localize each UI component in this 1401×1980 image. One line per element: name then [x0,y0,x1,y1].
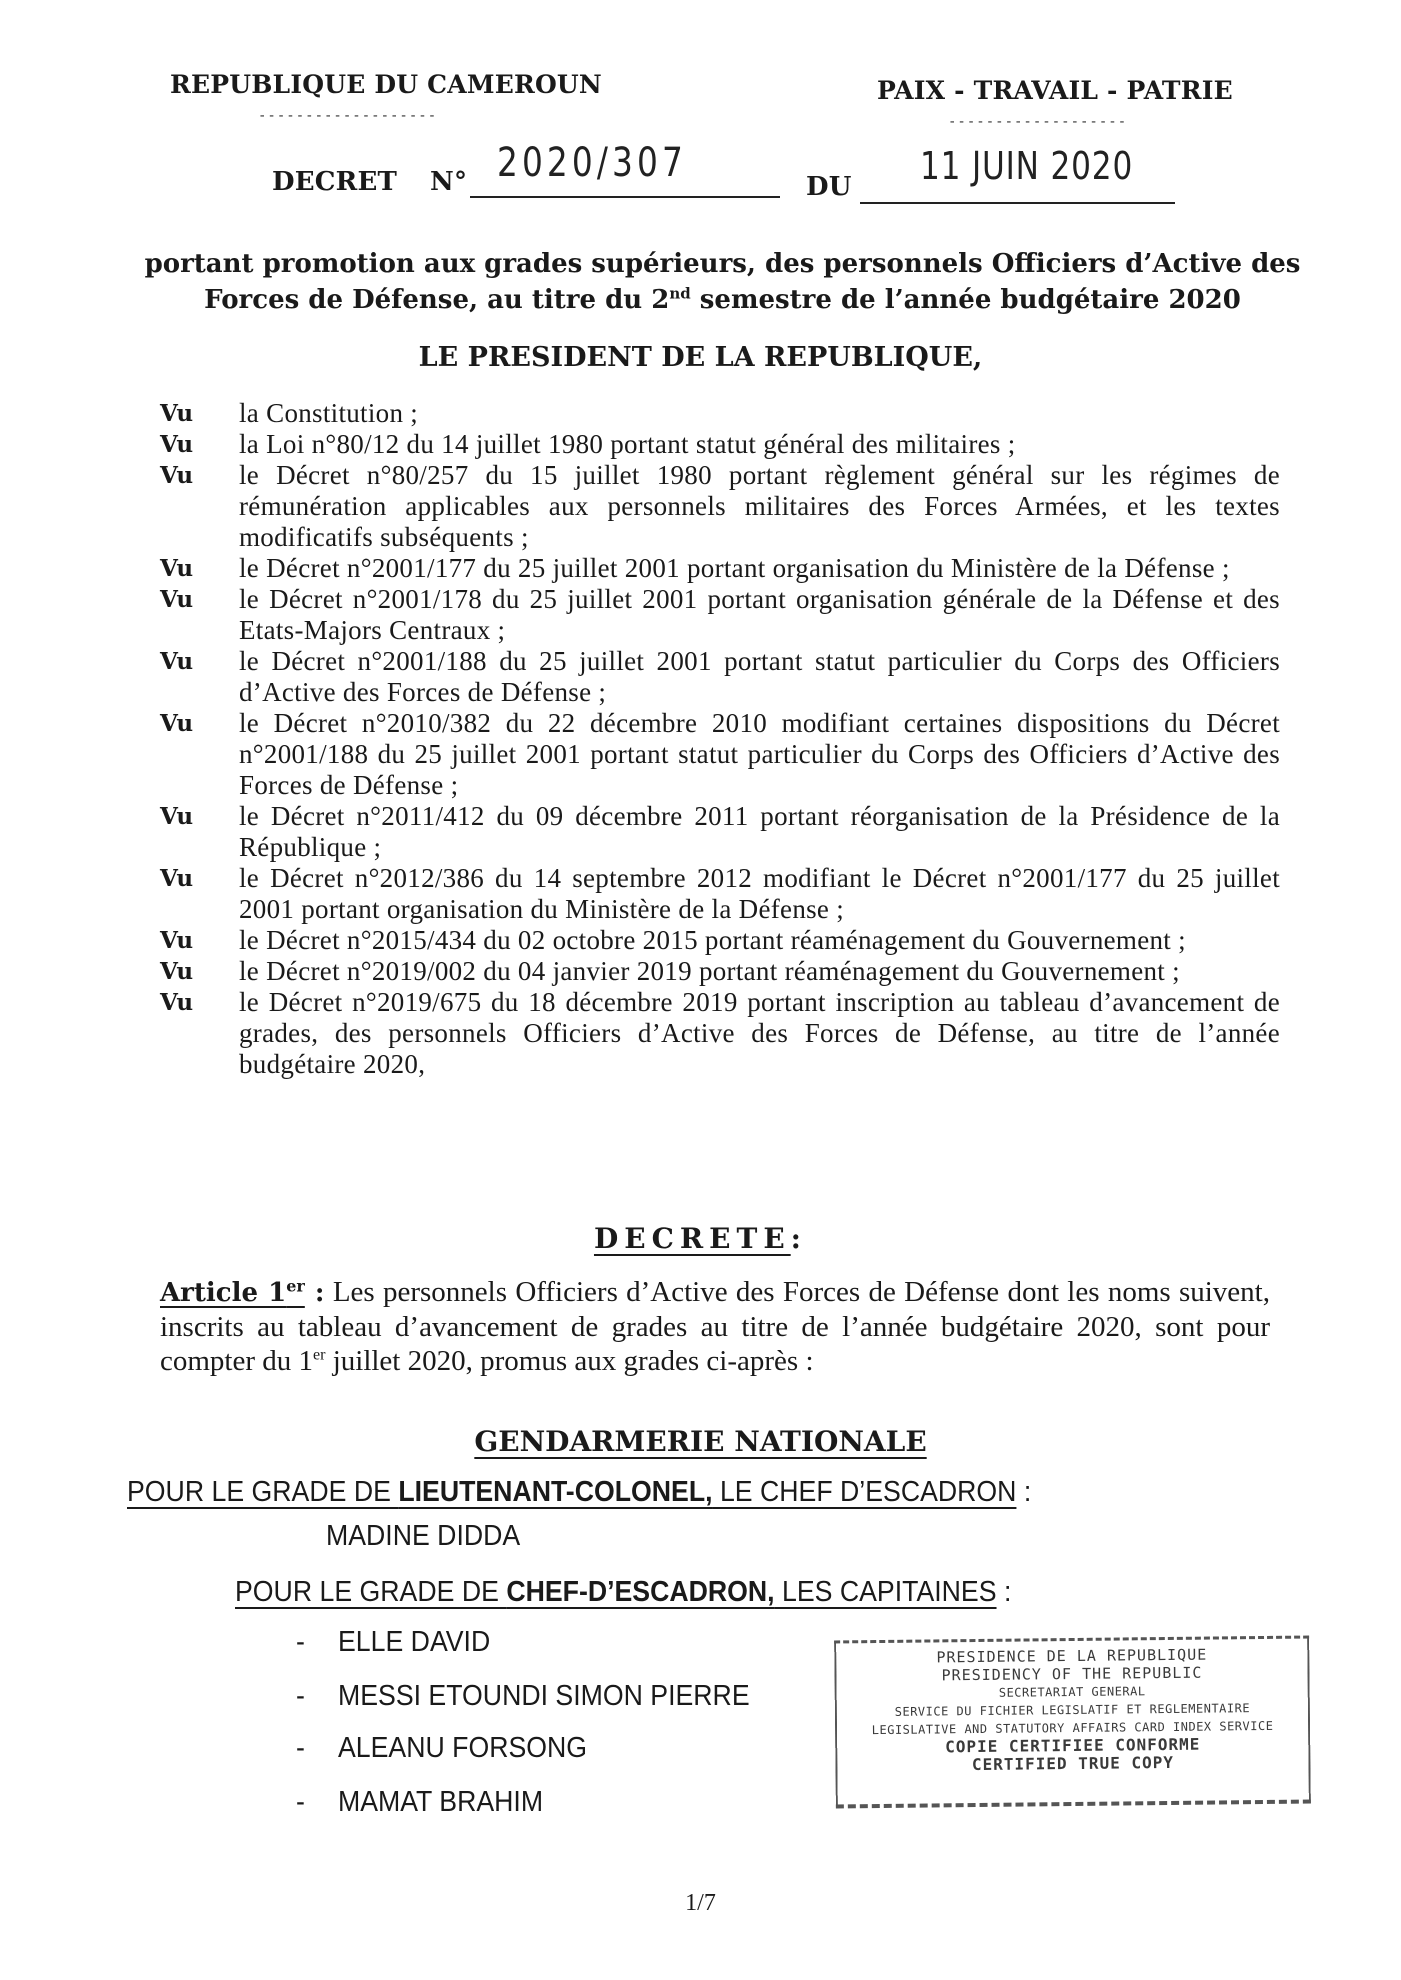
grade2-name-1: ELLE DAVID [338,1626,491,1658]
article-1-label: Article 1er [160,1276,305,1308]
decree-date-label: DU [806,172,852,202]
vu-label: Vu [160,865,194,892]
vu-item [160,863,1280,925]
grade-chef-escadron-line: POUR LE GRADE DE CHEF-D’ESCADRON, LES CAPITAINES : [235,1576,1012,1608]
vu-text: le Décret n°2019/675 du 18 décembre 2019 portant inscription au tableau d’avancement de grades, des personnels Officiers d’Active des Forces de Défense, au titre de l’année budgétaire 2020, [239,987,1280,1079]
subject-line-1: portant promotion aux grades supérieurs, des personnels Officiers d’Active des [144,249,1301,279]
decree-subject [110,246,1335,318]
vu-label: Vu [160,710,194,737]
grade2-name-4: MAMAT BRAHIM [338,1786,544,1818]
decrete-colon: : [790,1222,808,1255]
grade1-name-1: MADINE DIDDA [326,1520,521,1552]
vu-item [160,987,1280,1080]
section-title: GENDARMERIE NATIONALE [474,1425,927,1458]
stamp-line-2: PRESIDENCY OF THE REPUBLIC [941,1663,1203,1685]
stamp-line-5: LEGISLATIVE AND STATUTORY AFFAIRS CARD INDEX SERVICE [871,1718,1274,1738]
decree-date-underline [860,202,1175,204]
vu-item [160,398,1280,429]
decree-number-label: N° [430,167,468,197]
page-number: 1/7 [685,1890,716,1916]
vu-text: le Décret n°2019/002 du 04 janvier 2019 portant réaménagement du Gouvernement ; [239,956,1180,986]
vu-item [160,925,1280,956]
article-1-text-b: juillet 2020, promus aux grades ci-après : [325,1345,814,1377]
stamp-line-7: CERTIFIED TRUE COPY [971,1752,1175,1775]
vu-text: la Constitution ; [239,398,419,428]
vu-text: le Décret n°2001/188 du 25 juillet 2001 portant statut particulier du Corps des Officiers d’Active des Forces de Défense ; [239,646,1280,707]
decree-number-underline [470,196,780,198]
grade2-bullet-2: - [296,1680,305,1712]
vu-item [160,460,1280,553]
vu-item [160,708,1280,801]
decree-date: 11 JUIN 2020 [920,144,1134,188]
decrete-word: DECRETE [593,1222,791,1255]
stamp-line-1: PRESIDENCE DE LA REPUBLIQUE [936,1645,1208,1667]
header-left-dashes: ------------------- [258,108,438,124]
stamp-line-6: COPIE CERTIFIEE CONFORME [945,1734,1201,1757]
vu-text: le Décret n°2012/386 du 14 septembre 2012 modifiant le Décret n°2001/177 du 25 juillet 2001 portant organisation du Ministère de la Défense ; [239,863,1280,924]
stamp-line-3: SECRETARIAT GENERAL [998,1684,1146,1700]
vu-label: Vu [160,989,194,1016]
decree-label: DECRET [272,167,398,197]
vu-item [160,429,1280,460]
vu-text: le Décret n°2015/434 du 02 octobre 2015 portant réaménagement du Gouvernement ; [239,925,1186,955]
grade2-bullet-3: - [296,1732,305,1764]
vu-label: Vu [160,648,194,675]
vu-label: Vu [160,400,194,427]
vu-text: le Décret n°80/257 du 15 juillet 1980 portant règlement général sur les régimes de rémunération applicables aux personnels militaires des Forces Armées, et les textes modificatifs subséquents ; [239,460,1280,552]
vu-list [160,398,1280,1080]
vu-item [160,584,1280,646]
grade2-name-2: MESSI ETOUNDI SIMON PIERRE [338,1680,750,1712]
article-1-text-a: Les personnels Officiers d’Active des Forces de Défense dont les noms suivent, inscrits au tableau d’avancement de grades au titre de l’année budgétaire 2020, sont pour compter du 1 [160,1276,1270,1377]
grade-lieutenant-colonel-line: POUR LE GRADE DE LIEUTENANT-COLONEL, LE CHEF D’ESCADRON : [127,1476,1032,1508]
vu-label: Vu [160,958,194,985]
header-right-dashes: ------------------- [948,114,1128,130]
certification-stamp [834,1636,1311,1809]
vu-item [160,646,1280,708]
vu-item [160,553,1280,584]
stamp-line-4: SERVICE DU FICHIER LEGISLATIF ET REGLEMENTAIRE [894,1701,1251,1719]
subject-line-2: Forces de Défense, au titre du 2nd semestre de l’année budgétaire 2020 [204,284,1241,315]
article-1: Article 1er : Les personnels Officiers d’Active des Forces de Défense dont les noms suivent, inscrits au tableau d’avancement de grades au titre de l’année budgétaire 2020, sont pour compter du 1er juillet 2020, promus aux grades ci-après : [160,1276,1270,1377]
grade2-bullet-4: - [296,1786,305,1818]
grade2-name-3: ALEANU FORSONG [338,1732,588,1764]
president-heading: LE PRESIDENT DE LA REPUBLIQUE, [418,342,983,373]
vu-label: Vu [160,803,194,830]
vu-text: le Décret n°2001/177 du 25 juillet 2001 portant organisation du Ministère de la Défense ; [239,553,1230,583]
vu-item [160,956,1280,987]
vu-label: Vu [160,462,194,489]
vu-text: le Décret n°2010/382 du 22 décembre 2010 modifiant certaines dispositions du Décret n°2001/188 du 25 juillet 2001 portant statut particulier du Corps des Officiers d’Active des Forces de Défense ; [239,708,1280,800]
header-left-title: REPUBLIQUE DU CAMEROUN [170,70,602,99]
decree-number: 2020/307 [497,140,687,186]
vu-text: le Décret n°2011/412 du 09 décembre 2011 portant réorganisation de la Présidence de la République ; [239,801,1280,862]
vu-text: le Décret n°2001/178 du 25 juillet 2001 portant organisation générale de la Défense et des Etats-Majors Centraux ; [239,584,1280,645]
grade2-bullet-1: - [296,1626,305,1658]
vu-label: Vu [160,431,194,458]
vu-label: Vu [160,586,194,613]
decrete-heading [0,1222,1401,1255]
vu-item [160,801,1280,863]
header-right-title: PAIX - TRAVAIL - PATRIE [877,76,1233,105]
vu-text: la Loi n°80/12 du 14 juillet 1980 portant statut général des militaires ; [239,429,1016,459]
vu-label: Vu [160,927,194,954]
vu-label: Vu [160,555,194,582]
